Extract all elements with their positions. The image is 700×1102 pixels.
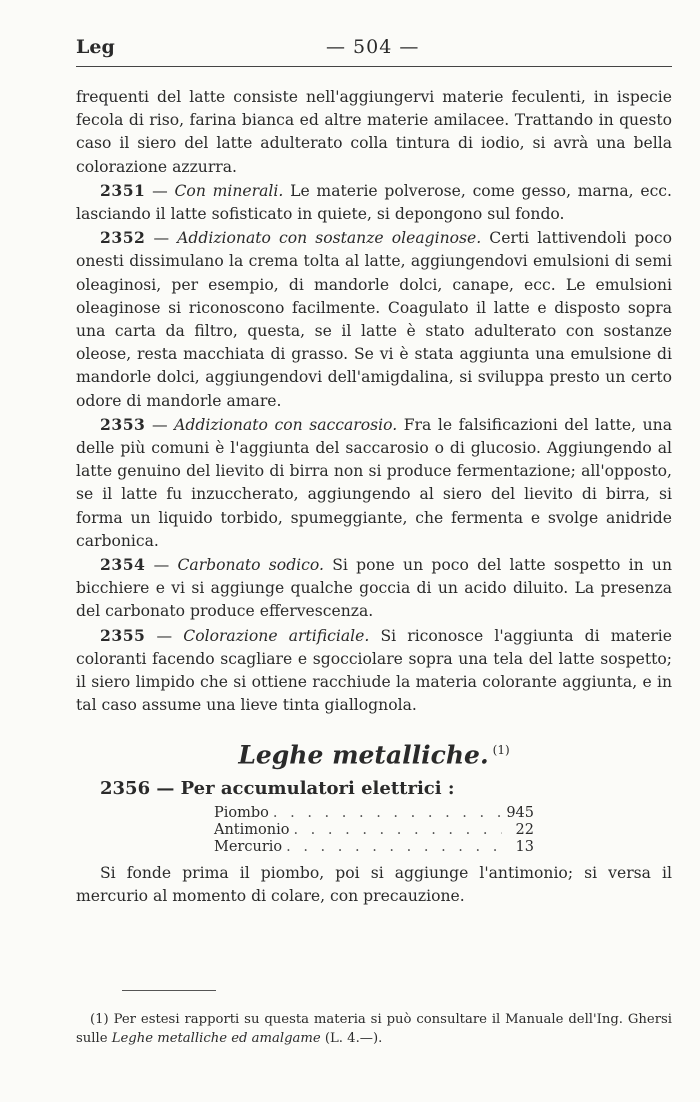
entry-2355 [76,624,672,718]
page-header [76,36,672,60]
footnote-rule [122,990,216,991]
entry-dash: — [145,626,184,645]
ingredient-quantity: 945 [506,804,534,821]
entry-number: 2351 [100,180,146,200]
recipe-text: Si fonde prima il piombo, poi si aggiunge l'antimonio; si versa il mercurio al momento di colare, con precauzione. [76,863,672,906]
entry-text: Le materie polverose, come gesso, marna, ecc. lasciando il latte sofisticato in quiete, si depongono sul fondo. [76,181,672,224]
entry-number: 2354 [100,555,146,575]
footnote-book-title: Leghe metalliche ed amalgame [111,1031,321,1046]
footnote [76,1010,672,1048]
entry-dash: — [145,556,178,575]
entry-number: 2353 [100,414,146,434]
leader-dots [286,839,502,856]
entry-text: Si pone un poco del latte sospetto in un bicchiere e vi si aggiunge qualche goccia di un acido diluito. La presenza del carbonato produce effervescenza. [76,556,672,621]
leader-dots [293,822,502,839]
entry-2354 [76,553,672,624]
paragraph-continued: frequenti del latte consiste nell'aggiungervi materie feculenti, in ispecie fecola di riso, farina bianca ed altre materie amilacee. Trattando in questo caso il siero del latte adulterato colla tintura di iodio, si avrà una bella colorazione azzurra. [76,88,672,176]
section-title-text: Leghe metalliche. [238,740,489,770]
entry-number: 2355 [100,625,146,645]
header-rule [76,66,672,67]
entry-title: Colorazione artificiale. [183,626,370,645]
entry-title: Carbonato sodico. [177,556,324,575]
recipe-heading: 2356 — Per accumulatori elettrici : [100,777,455,799]
page-number: — 504 — [326,36,420,58]
ingredient-row [214,822,534,839]
ingredient-name: Antimonio [214,821,290,838]
ingredient-name: Mercurio [214,838,283,855]
footnote-reference: (1) [492,743,510,758]
entry-number: 2352 [100,228,146,248]
ingredient-list [214,805,534,856]
entry-text: Si riconosce l'aggiunta di materie coloranti facendo scagliare e sgocciolare sopra una tela del latte sospetto; il siero limpido che si ottiene racchiude la materia colorante aggiunta, e in tal caso assume una lieve tinta giallognola. [76,626,672,715]
footnote-lead: (1) Per estesi rapporti su questa materia si può consultare il Manuale dell'Ing. Ghersi sulle [76,1012,672,1046]
entry-dash: — [145,181,175,200]
page-body [76,86,672,908]
footnote-tail: (L. 4.—). [320,1031,383,1046]
entry-title: Addizionato con saccarosio. [174,415,398,434]
ingredient-name: Piombo [214,804,269,821]
running-head: Leg [76,36,115,58]
entry-2353 [76,413,672,553]
ingredient-row [214,839,534,856]
leader-dots [273,805,502,822]
entry-text: Certi lattivendoli poco onesti dissimulano la crema tolta al latte, aggiungendovi emulsioni di semi oleaginosi, per esempio, di mandorle dolci, canape, ecc. Le emulsioni oleaginose si riconoscono facilmente. Coagulato il latte e disposto sopra una carta da filtro, questa, se il latte è stato adulterato con sostanze oleose, resta macchiata di grasso. Se vi è stata aggiunta una emulsione di mandorle dolci, aggiungendovi dell'amigdalina, si sviluppa presto un certo odore di mandorle amare. [76,229,672,410]
ingredient-quantity: 13 [515,838,534,855]
entry-dash: — [145,229,178,248]
entry-2352 [76,226,672,413]
ingredient-row [214,805,534,822]
entry-title: Addizionato con sostanze oleaginose. [177,229,482,248]
entry-text: Fra le falsificazioni del latte, una delle più comuni è l'aggiunta del saccarosio o di glucosio. Aggiungendo al latte genuino del lievito di birra non si produce fermentazione; all'opposto, se il latte fu inzuccherato, aggiungendo al siero del lievito di birra, si forma un liquido torbido, spumeggiante, che fermenta e svolge anidride carbonica. [76,415,672,550]
entry-dash: — [145,415,175,434]
entry-title: Con minerali. [174,181,284,200]
section-title [76,735,672,770]
ingredient-quantity: 22 [515,821,534,838]
entry-2351 [76,179,672,226]
